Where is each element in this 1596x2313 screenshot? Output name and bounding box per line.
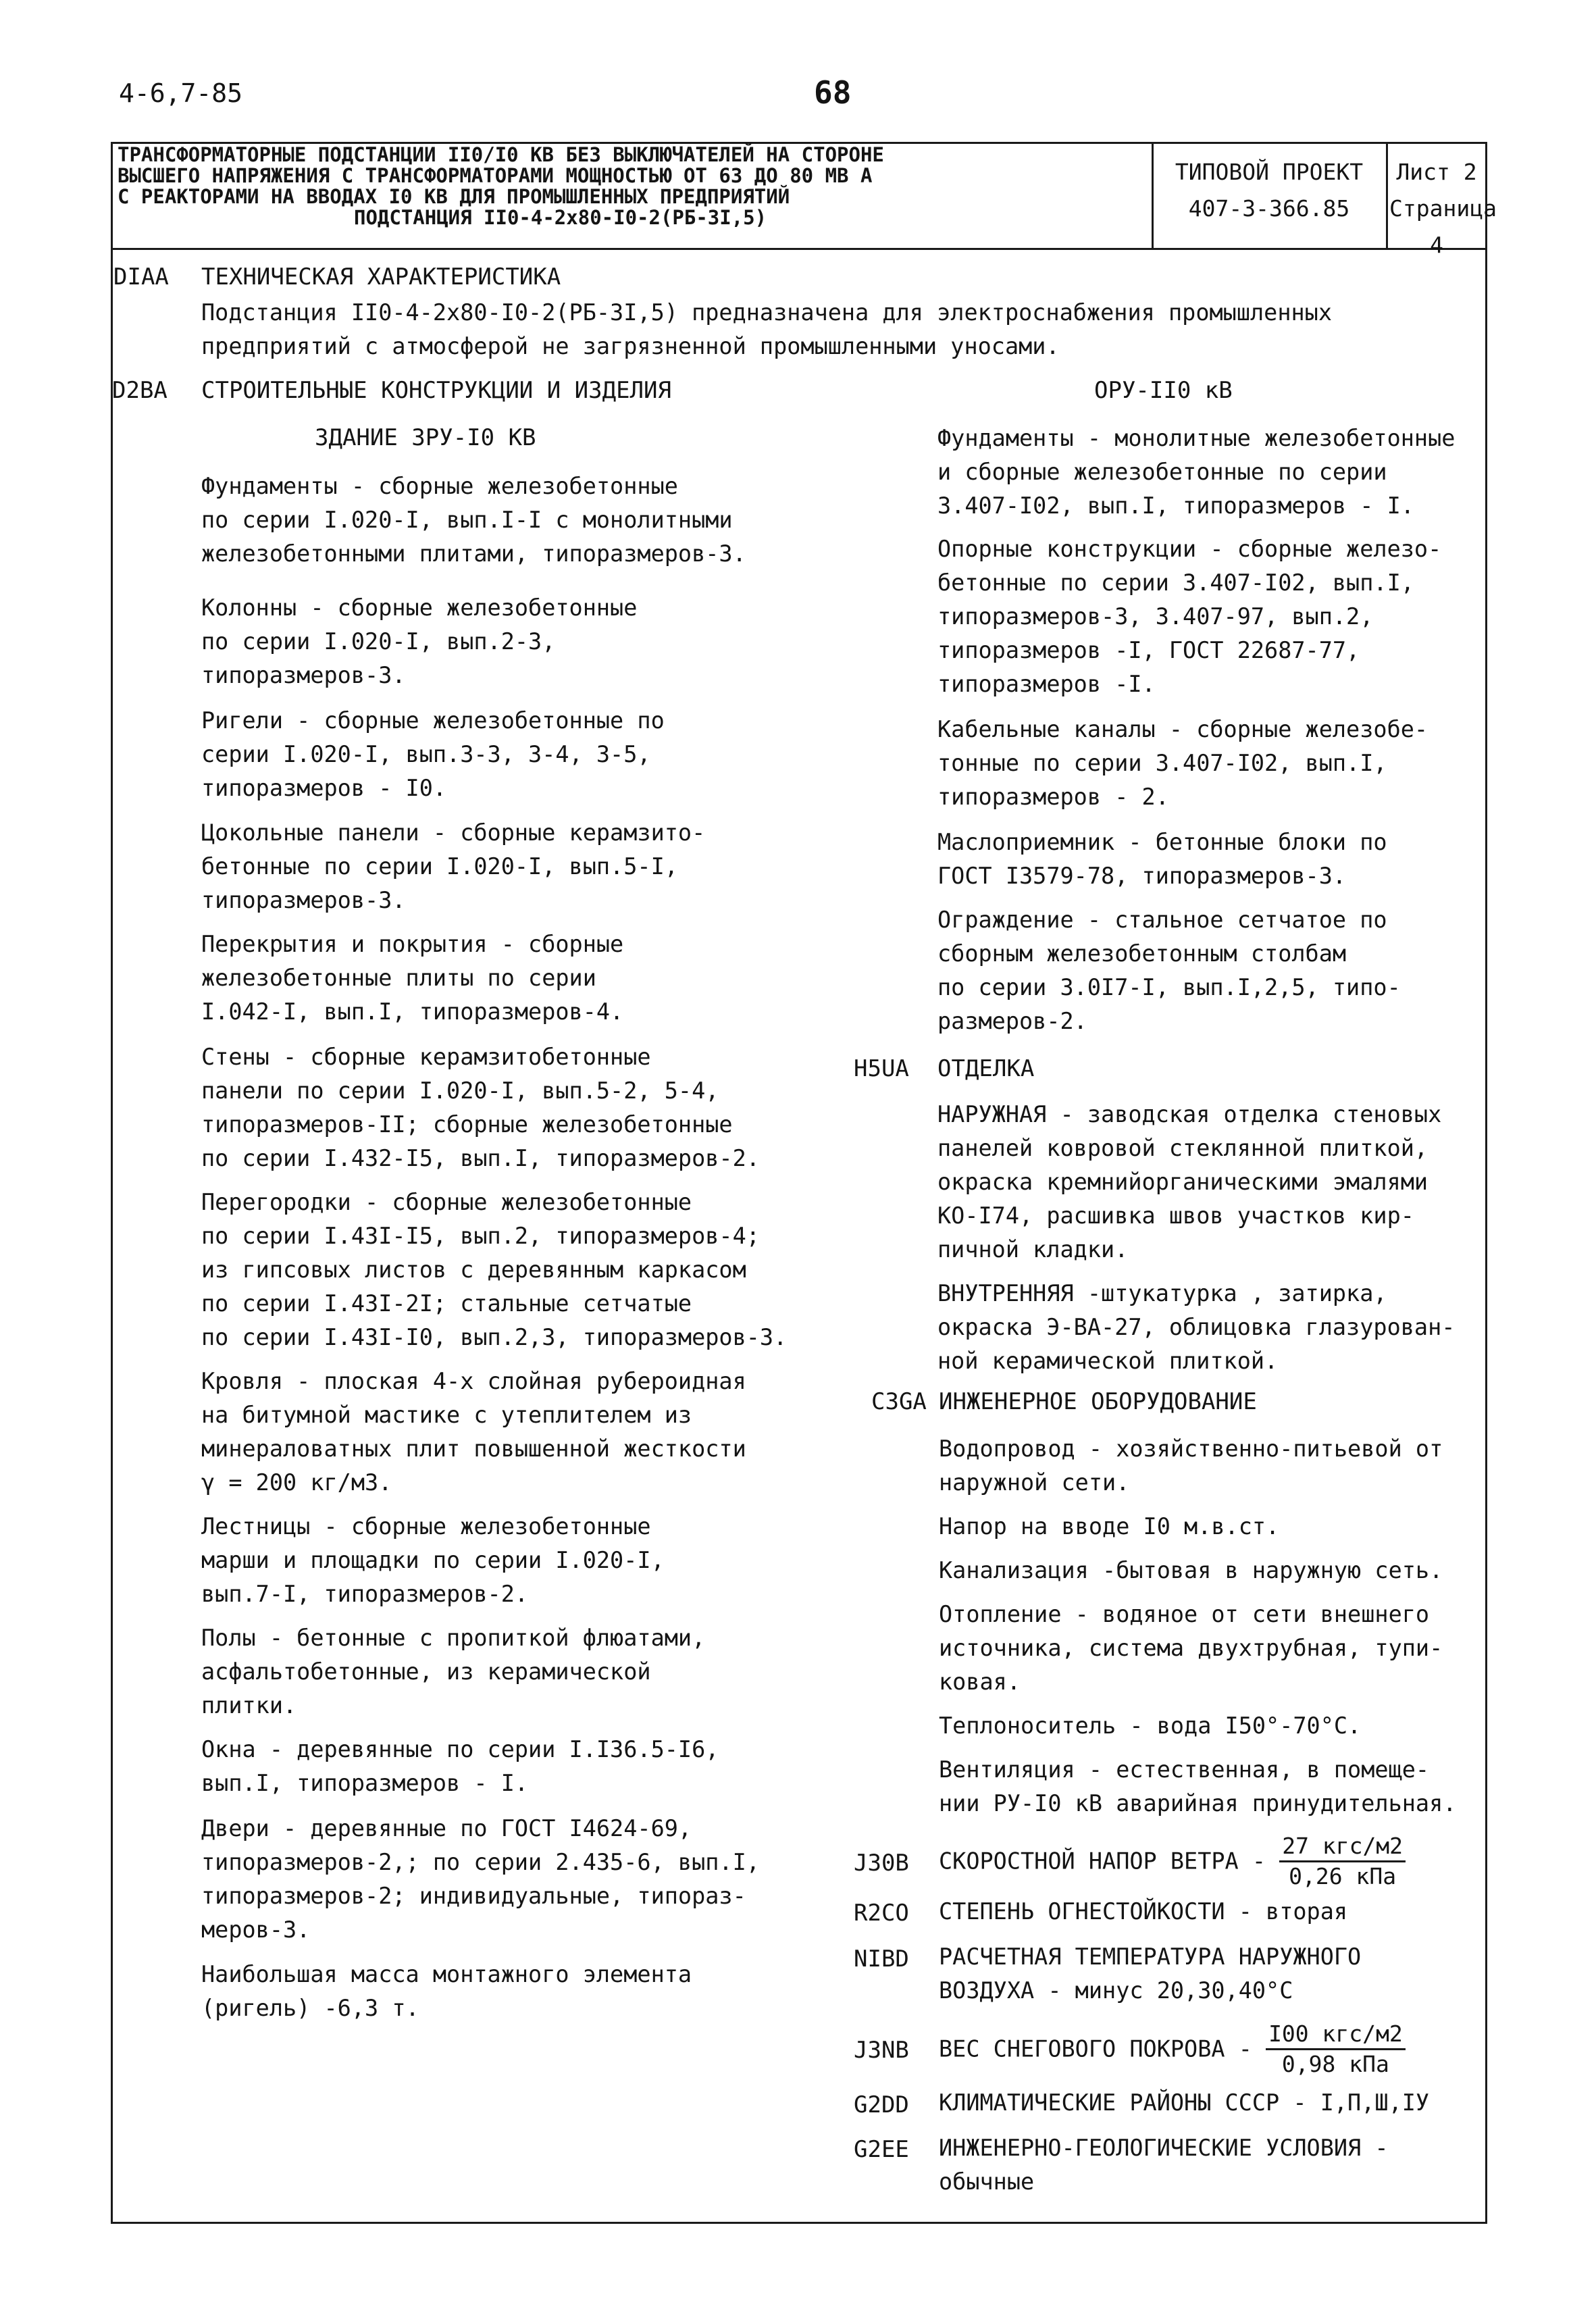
text-line: Колонны - сборные железобетонные <box>201 594 638 621</box>
text-line: на битумной мастике с утеплителем из <box>201 1402 692 1428</box>
project-cell <box>1154 154 1384 227</box>
text-line: сборным железобетонным столбам <box>937 940 1347 967</box>
title-divider <box>1152 142 1154 248</box>
geo-row <box>939 2131 1389 2199</box>
text-line: окраска кремнийорганическими эмалями <box>937 1169 1428 1195</box>
tech-text <box>201 296 1332 363</box>
row-text: СТЕПЕНЬ ОГНЕСТОЙКОСТИ - вторая <box>939 1898 1348 1925</box>
text-line: КО-I74, расшивка швов участков кир- <box>937 1202 1414 1229</box>
para <box>937 422 1455 523</box>
row-code: NIBD <box>854 1946 909 1973</box>
section-code: D2BA <box>112 377 168 404</box>
text-line: марши и площадки по серии I.020-I, <box>201 1547 665 1573</box>
text-line: ВОЗДУХА - минус 20,30,40°С <box>939 1977 1293 2004</box>
title-line: ВЫСШЕГО НАПРЯЖЕНИЯ С ТРАНСФОРМАТОРАМИ МОЩНОСТЬЮ ОТ 63 ДО 80 МВ А <box>118 164 873 187</box>
oru-title: ОРУ-II0 кВ <box>1094 377 1233 404</box>
text-line: типоразмеров - I0. <box>201 775 447 801</box>
sheet-label: Лист 2 <box>1396 159 1477 185</box>
document-code: 4-6,7-85 <box>119 78 243 108</box>
title-line: ПОДСТАНЦИЯ II0-4-2х80-I0-2(РБ-3I,5) <box>354 206 767 229</box>
text-line: типоразмеров-3, 3.407-97, вып.2, <box>937 603 1374 630</box>
text-line: железобетонные плиты по серии <box>201 965 596 991</box>
text-line: Окна - деревянные по серии I.I36.5-I6, <box>201 1736 719 1762</box>
text-line: ковая. <box>939 1669 1021 1695</box>
title-block <box>111 142 1497 258</box>
para <box>939 1709 1361 1743</box>
para <box>937 532 1441 701</box>
row-code: J30B <box>854 1850 909 1877</box>
para <box>201 469 746 571</box>
para <box>939 1432 1443 1500</box>
text-line: минераловатных плит повышенной жесткости <box>201 1435 746 1462</box>
title-text <box>118 145 1151 228</box>
text-line: (ригель) -6,3 т. <box>201 1995 419 2021</box>
text-line: ной керамической плиткой. <box>937 1348 1279 1374</box>
text-line: типоразмеров - 2. <box>937 784 1169 810</box>
temp-row <box>939 1940 1361 2008</box>
text-line: Фундаменты - сборные железобетонные <box>201 473 678 499</box>
text-line: РАСЧЕТНАЯ ТЕМПЕРАТУРА НАРУЖНОГО <box>939 1943 1362 1970</box>
text-line: Подстанция II0-4-2х80-I0-2(РБ-3I,5) предназначена для электроснабжения промышленных <box>201 299 1333 326</box>
text-line: по серии I.020-I, вып.2-3, <box>201 628 556 655</box>
para <box>201 1733 719 1800</box>
para <box>939 1598 1443 1699</box>
text-line: Кровля - плоская 4-х слойная рубероидная <box>201 1368 746 1394</box>
para <box>201 816 705 917</box>
text-line: серии I.020-I, вып.3-3, 3-4, 3-5, <box>201 741 651 767</box>
title-line: С РЕАКТОРАМИ НА ВВОДАХ I0 КВ ДЛЯ ПРОМЫШЛЕННЫХ ПРЕДПРИЯТИЙ <box>118 185 790 208</box>
text-line: Напор на вводе I0 м.в.ст. <box>939 1513 1280 1540</box>
para <box>937 903 1401 1038</box>
para <box>939 1554 1443 1587</box>
para <box>201 591 637 692</box>
text-line: Теплоноситель - вода I50°-70°С. <box>939 1712 1362 1739</box>
title-divider <box>1386 142 1388 248</box>
text-line: панелей ковровой стеклянной плиткой, <box>937 1135 1428 1161</box>
project-number: 407-3-366.85 <box>1188 195 1350 222</box>
text-line: по серии I.43I-I5, вып.2, типоразмеров-4; <box>201 1223 760 1249</box>
text-line: и сборные железобетонные по серии <box>937 459 1387 485</box>
para <box>201 1510 665 1611</box>
fraction-numerator: 27 кгс/м2 <box>1279 1832 1406 1862</box>
text-line: типоразмеров-3. <box>201 887 406 913</box>
section-title: ОТДЕЛКА <box>937 1055 1035 1082</box>
text-line: по серии 3.0I7-I, вып.I,2,5, типо- <box>937 974 1401 1000</box>
text-line: типоразмеров-II; сборные железобетонные <box>201 1111 733 1138</box>
text-line: Лестницы - сборные железобетонные <box>201 1513 651 1540</box>
fraction <box>1279 1832 1406 1891</box>
text-line: плитки. <box>201 1692 297 1719</box>
text-line: Отопление - водяное от сети внешнего <box>939 1601 1430 1627</box>
para <box>201 1040 760 1175</box>
text-line: Полы - бетонные с пропиткой флюатами, <box>201 1625 706 1651</box>
text-line: предприятий с атмосферой не загрязненной промышленными уносами. <box>201 333 1060 359</box>
title-line: ТРАНСФОРМАТОРНЫЕ ПОДСТАНЦИИ II0/I0 КВ БЕЗ ВЫКЛЮЧАТЕЛЕЙ НА СТОРОНЕ <box>118 143 884 166</box>
text-line: ГОСТ I3579-78, типоразмеров-3. <box>937 863 1347 889</box>
text-line: Ригели - сборные железобетонные по <box>201 707 665 734</box>
text-line: нии РУ-I0 кВ аварийная принудительная. <box>939 1790 1457 1816</box>
text-line: по серии I.43I-I0, вып.2,3, типоразмеров-3. <box>201 1324 788 1350</box>
snow-row <box>939 2020 1406 2079</box>
text-line: ВНУТРЕННЯЯ -штукатурка , затирка, <box>937 1280 1387 1306</box>
para <box>201 1186 787 1354</box>
text-line: Канализация -бытовая в наружную сеть. <box>939 1557 1443 1583</box>
text-line: γ = 200 кг/м3. <box>201 1469 392 1496</box>
text-line: типоразмеров-2,; по серии 2.435-6, вып.I, <box>201 1849 760 1875</box>
section-code: DIAA <box>113 263 169 290</box>
para <box>201 1621 705 1723</box>
text-line: панели по серии I.020-I, вып.5-2, 5-4, <box>201 1077 719 1104</box>
text-line: Ограждение - стальное сетчатое по <box>937 907 1387 933</box>
para <box>201 1365 746 1500</box>
fraction <box>1266 2020 1406 2079</box>
text-line: Наибольшая масса монтажного элемента <box>201 1961 692 1987</box>
project-label: ТИПОВОЙ ПРОЕКТ <box>1175 159 1364 185</box>
text-line: типоразмеров-3. <box>201 662 406 688</box>
row-code: J3NB <box>854 2037 909 2064</box>
para <box>937 1098 1441 1267</box>
fraction-denominator: 0,98 кПа <box>1281 2051 1389 2077</box>
para <box>201 1958 692 2025</box>
row-code: R2CO <box>854 1900 909 1927</box>
text-line: I.042-I, вып.I, типоразмеров-4. <box>201 998 624 1025</box>
text-line: Вентиляция - естественная, в помеще- <box>939 1756 1430 1783</box>
text-line: по серии I.43I-2I; стальные сетчатые <box>201 1290 692 1317</box>
text-line: железобетонными плитами, типоразмеров-3. <box>201 540 746 567</box>
section-title: ТЕХНИЧЕСКАЯ ХАРАКТЕРИСТИКА <box>201 263 561 290</box>
text-line: вып.7-I, типоразмеров-2. <box>201 1581 529 1607</box>
text-line: Двери - деревянные по ГОСТ I4624-69, <box>201 1815 692 1841</box>
text-line: бетонные по серии I.020-I, вып.5-I, <box>201 853 678 880</box>
para <box>201 927 623 1029</box>
text-line: наружной сети. <box>939 1469 1130 1496</box>
para <box>939 1753 1456 1821</box>
section-code: C3GA <box>871 1388 927 1415</box>
section-code: H5UA <box>854 1055 909 1082</box>
para <box>937 1277 1455 1378</box>
text-line: НАРУЖНАЯ - заводская отделка стеновых <box>937 1101 1442 1127</box>
text-line: Цокольные панели - сборные керамзито- <box>201 819 706 846</box>
sheet-cell <box>1389 154 1497 263</box>
row-text: ВЕС СНЕГОВОГО ПОКРОВА - <box>939 2035 1252 2062</box>
text-line: меров-3. <box>201 1916 311 1943</box>
para <box>201 704 665 805</box>
text-line: источника, система двухтрубная, тупи- <box>939 1635 1443 1661</box>
section-title: СТРОИТЕЛЬНЫЕ КОНСТРУКЦИИ И ИЗДЕЛИЯ <box>201 377 671 404</box>
text-line: обычные <box>939 2168 1035 2195</box>
para <box>937 713 1428 814</box>
text-line: окраска Э-ВА-27, облицовка глазурован- <box>937 1314 1456 1340</box>
text-line: размеров-2. <box>937 1008 1087 1034</box>
text-line: Кабельные каналы - сборные железобе- <box>937 716 1428 742</box>
row-text: СКОРОСТНОЙ НАПОР ВЕТРА - <box>939 1848 1266 1875</box>
fraction-denominator: 0,26 кПа <box>1289 1863 1397 1889</box>
text-line: типоразмеров -I. <box>937 671 1156 697</box>
text-line: типоразмеров-2; индивидуальные, типораз- <box>201 1883 746 1909</box>
text-line: из гипсовых листов с деревянным каркасом <box>201 1256 746 1283</box>
building-title: ЗДАНИЕ ЗРУ-I0 КВ <box>315 424 536 451</box>
text-line: вып.I, типоразмеров - I. <box>201 1770 529 1796</box>
text-line: 3.407-I02, вып.I, типоразмеров - I. <box>937 492 1414 519</box>
text-line: Маслоприемник - бетонные блоки по <box>937 829 1387 855</box>
text-line: по серии I.432-I5, вып.I, типоразмеров-2. <box>201 1145 760 1171</box>
text-line: Водопровод - хозяйственно-питьевой от <box>939 1435 1443 1462</box>
row-code: G2EE <box>854 2136 909 2163</box>
row-code: G2DD <box>854 2091 909 2118</box>
para <box>939 1510 1279 1544</box>
text-line: Опорные конструкции - сборные железо- <box>937 536 1442 562</box>
para <box>937 825 1387 893</box>
text-line: по серии I.020-I, вып.I-I с монолитными <box>201 507 733 533</box>
text-line: тонные по серии 3.407-I02, вып.I, <box>937 750 1387 776</box>
section-title: ИНЖЕНЕРНОЕ ОБОРУДОВАНИЕ <box>939 1388 1257 1415</box>
text-line: бетонные по серии 3.407-I02, вып.I, <box>937 569 1414 596</box>
text-line: ИНЖЕНЕРНО-ГЕОЛОГИЧЕСКИЕ УСЛОВИЯ - <box>939 2135 1389 2161</box>
text-line: типоразмеров -I, ГОСТ 22687-77, <box>937 637 1360 663</box>
fraction-numerator: I00 кгс/м2 <box>1266 2020 1406 2050</box>
text-line: Перекрытия и покрытия - сборные <box>201 931 624 957</box>
page-number: 68 <box>814 74 852 111</box>
text-line: Фундаменты - монолитные железобетонные <box>937 425 1456 451</box>
text-line: пичной кладки. <box>937 1236 1129 1263</box>
text-line: Стены - сборные керамзитобетонные <box>201 1044 651 1070</box>
row-text: КЛИМАТИЧЕСКИЕ РАЙОНЫ СССР - I,П,Ш,IУ <box>939 2089 1430 2116</box>
text-line: Перегородки - сборные железобетонные <box>201 1189 692 1215</box>
wind-row <box>939 1832 1406 1891</box>
para <box>201 1812 760 1947</box>
text-line: асфальтобетонные, из керамической <box>201 1658 651 1685</box>
page-label: Страница 4 <box>1389 195 1497 258</box>
